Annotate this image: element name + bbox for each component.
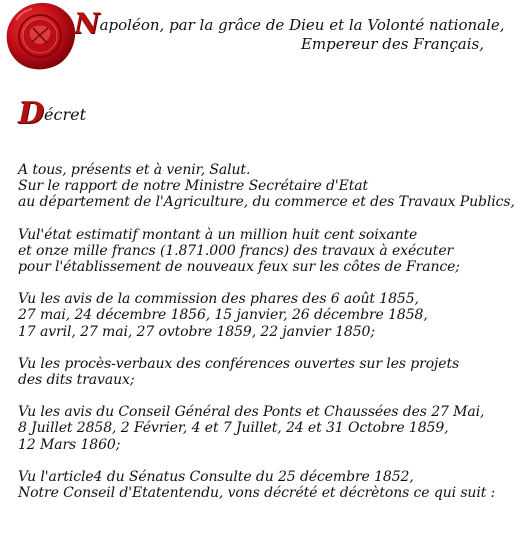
decree-paragraph bbox=[18, 356, 518, 388]
decree-line: 17 avril, 27 mai, 27 ovtobre 1859, 22 janvier 1850; bbox=[18, 323, 375, 340]
decree-line: pour l'établissement de nouveaux feux sur les côtes de France; bbox=[18, 259, 460, 276]
decree-heading bbox=[18, 96, 86, 131]
heading-text: écret bbox=[44, 105, 86, 124]
decree-paragraph bbox=[18, 291, 518, 340]
decree-line: 8 Juillet 2858, 2 Février, 4 et 7 Juillet, 24 et 31 Octobre 1859, bbox=[18, 420, 449, 437]
decree-line: Vu les avis du Conseil Général des Ponts et Chaussées des 27 Mai, bbox=[18, 404, 485, 421]
decree-body bbox=[18, 162, 518, 517]
decree-line: Vul'état estimatif montant à un million huit cent soixante bbox=[18, 226, 418, 243]
decree-line: Vu l'article4 du Sénatus Consulte du 25 décembre 1852, bbox=[18, 468, 414, 485]
decree-line: Sur le rapport de notre Ministre Secrétaire d'Etat bbox=[18, 178, 369, 195]
decree-paragraph bbox=[18, 469, 518, 501]
decree-line: et onze mille francs (1.871.000 francs) des travaux à exécuter bbox=[18, 242, 454, 259]
decree-line: 12 Mars 1860; bbox=[18, 436, 121, 453]
decree-paragraph bbox=[18, 404, 518, 453]
header-line-1 bbox=[74, 7, 514, 40]
header-dropcap: N bbox=[74, 7, 100, 40]
decree-line: Vu les avis de la commission des phares des 6 août 1855, bbox=[18, 291, 419, 308]
wax-seal-icon bbox=[2, 0, 78, 72]
decree-line: 27 mai, 24 décembre 1856, 15 janvier, 26 décembre 1858, bbox=[18, 307, 428, 324]
decree-line: Vu les procès-verbaux des conférences ouvertes sur les projets bbox=[18, 355, 460, 372]
decree-paragraph bbox=[18, 162, 518, 211]
header-line-2: Empereur des Français, bbox=[300, 35, 484, 53]
decree-line: A tous, présents et à venir, Salut. bbox=[18, 162, 251, 178]
decree-line: Notre Conseil d'Etatentendu, vons décrété et décrètons ce qui suit : bbox=[18, 485, 496, 502]
decree-line: des dits travaux; bbox=[18, 372, 135, 389]
decree-line: au département de l'Agriculture, du commerce et des Travaux Publics, bbox=[18, 194, 515, 211]
heading-dropcap: D bbox=[18, 96, 45, 131]
header-line-1-text: apoléon, par la grâce de Dieu et la Volonté nationale, bbox=[99, 16, 505, 34]
decree-paragraph bbox=[18, 227, 518, 276]
decree-header bbox=[74, 7, 514, 54]
